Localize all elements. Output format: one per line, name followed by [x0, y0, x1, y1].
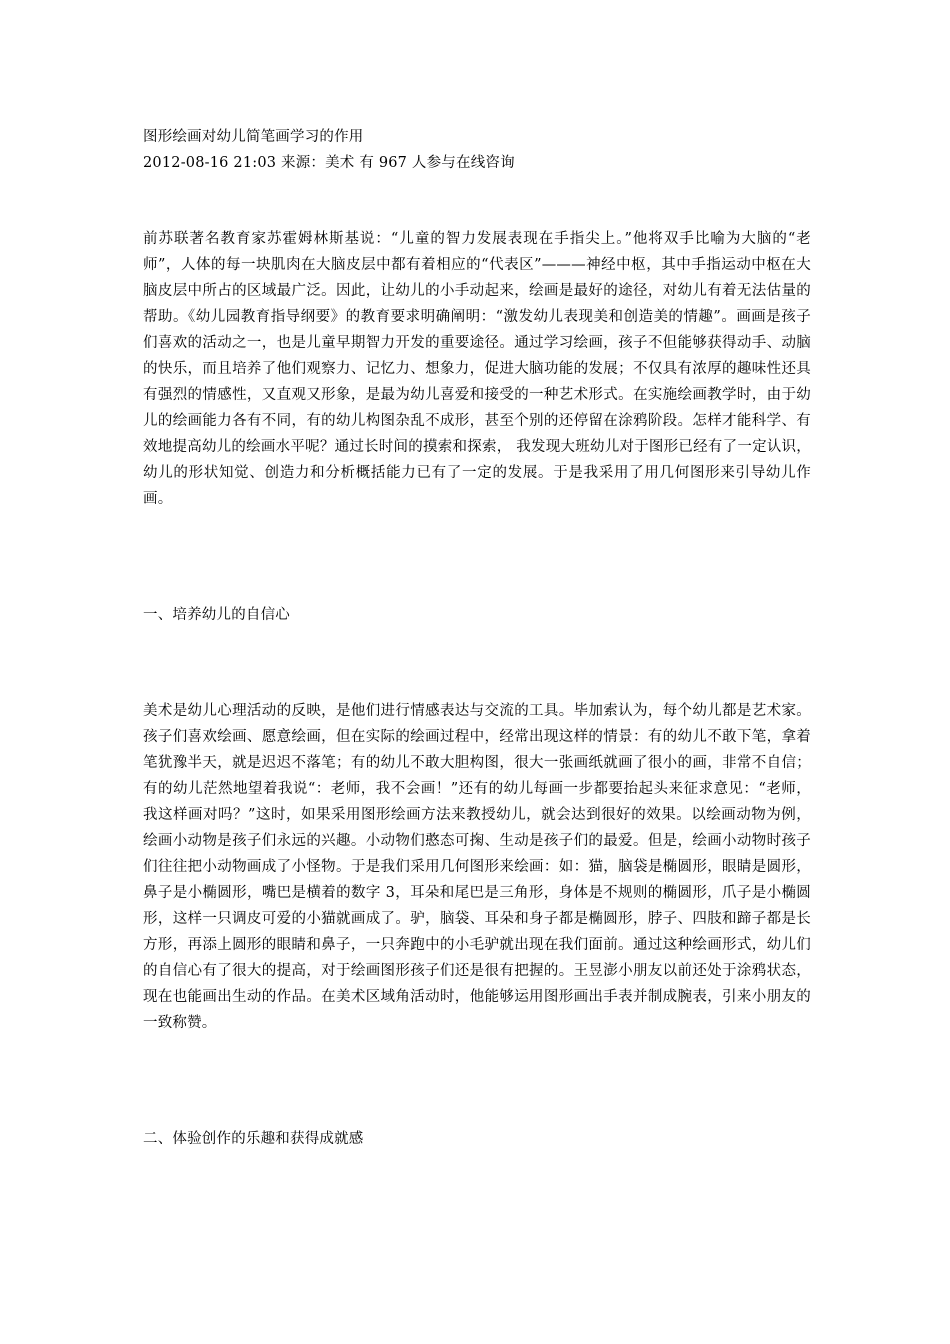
document-meta: 2012-08-16 21:03 来源：美术 有 967 人参与在线咨询 — [143, 155, 515, 171]
section-heading-1: 一、培养幼儿的自信心 — [143, 607, 290, 623]
intro-paragraph: 前苏联著名教育家苏霍姆林斯基说：“儿童的智力发展表现在手指尖上。”他将双手比喻为大脑的“老师”，人体的每一块肌肉在大脑皮层中都有着相应的“代表区”———神经中枢，其中手指运动中枢在大脑皮层中所占的区域最广泛。因此，让幼儿的小手动起来，绘画是最好的途径，对幼儿有着无法估量的帮助。《幼儿园教育指导纲要》的教育要求明确阐明：“激发幼儿表现美和创造美的情趣”。画画是孩子们喜欢的活动之一，也是儿童早期智力开发的重要途径。通过学习绘画，孩子不但能够获得动手、动脑的快乐，而且培养了他们观察力、记忆力、想象力，促进大脑功能的发展；不仅具有浓厚的趣味性还具有强烈的情感性，又直观又形象，是最为幼儿喜爱和接受的一种艺术形式。在实施绘画教学时，由于幼儿的绘画能力各有不同，有的幼儿构图杂乱不成形，甚至个别的还停留在涂鸦阶段。怎样才能科学、有效地提高幼儿的绘画水平呢？通过长时间的摸索和探索， 我发现大班幼儿对于图形已经有了一定认识，幼儿的形状知觉、创造力和分析概括能力已有了一定的发展。于是我采用了用几何图形来引导幼儿作画。 — [143, 231, 811, 507]
section-heading-2: 二、体验创作的乐趣和获得成就感 — [143, 1131, 364, 1147]
document-title: 图形绘画对幼儿简笔画学习的作用 — [143, 129, 364, 145]
section-1-paragraph: 美术是幼儿心理活动的反映，是他们进行情感表达与交流的工具。毕加索认为，每个幼儿都是艺术家。孩子们喜欢绘画、愿意绘画，但在实际的绘画过程中，经常出现这样的情景：有的幼儿不敢下笔，拿着笔犹豫半天，就是迟迟不落笔；有的幼儿不敢大胆构图，很大一张画纸就画了很小的画，非常不自信；有的幼儿茫然地望着我说“：老师，我不会画！”还有的幼儿每画一步都要抬起头来征求意见：“老师，我这样画对吗？”这时，如果采用图形绘画方法来教授幼儿，就会达到很好的效果。以绘画动物为例，绘画小动物是孩子们永远的兴趣。小动物们憨态可掬、生动是孩子们的最爱。但是，绘画小动物时孩子们往往把小动物画成了小怪物。于是我们采用几何图形来绘画：如：猫，脑袋是椭圆形，眼睛是圆形，鼻子是小椭圆形，嘴巴是横着的数字 3，耳朵和尾巴是三角形，身体是不规则的椭圆形，爪子是小椭圆形，这样一只调皮可爱的小猫就画成了。驴，脑袋、耳朵和身子都是椭圆形，脖子、四肢和蹄子都是长方形，再添上圆形的眼睛和鼻子，一只奔跑中的小毛驴就出现在我们面前。通过这种绘画形式，幼儿们的自信心有了很大的提高，对于绘画图形孩子们还是很有把握的。王昱澎小朋友以前还处于涂鸦状态，现在也能画出生动的作品。在美术区域角活动时，他能够运用图形画出手表并制成腕表，引来小朋友的一致称赞。 — [143, 703, 811, 1031]
